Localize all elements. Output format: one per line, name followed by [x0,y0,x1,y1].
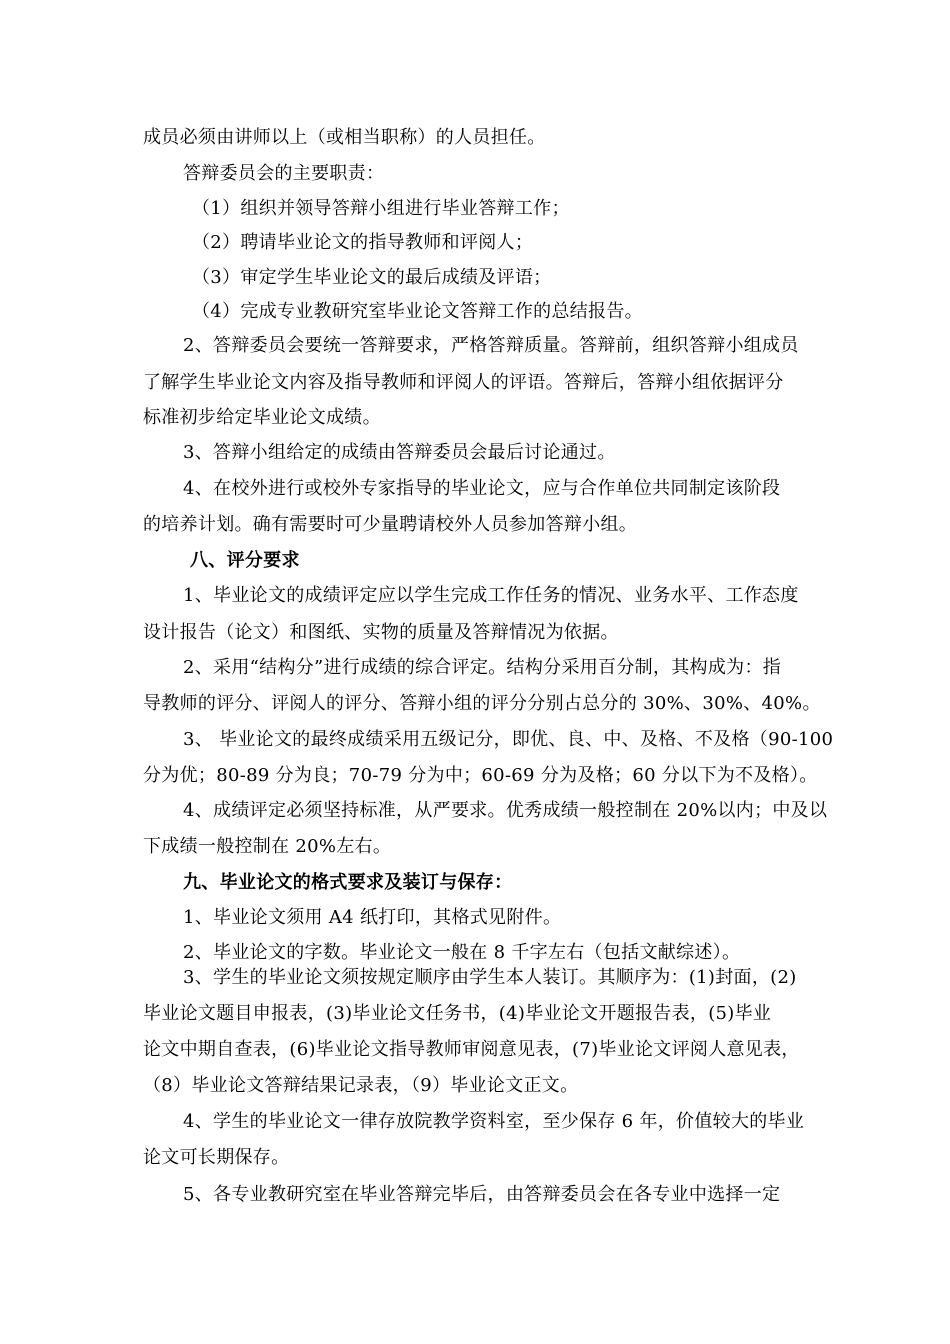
paragraph-line: 5、各专业教研究室在毕业答辩完毕后，由答辩委员会在各专业中选择一定 [183,1184,781,1205]
paragraph-line: 3、学生的毕业论文须按规定顺序由学生本人装订。其顺序为：(1)封面，(2) [183,967,797,988]
paragraph-line: （8）毕业论文答辩结果记录表，（9）毕业论文正文。 [143,1075,579,1096]
list-item: （3）审定学生毕业论文的最后成绩及评语； [192,267,552,288]
paragraph-line: 的培养计划。确有需要时可少量聘请校外人员参加答辩小组。 [143,514,638,535]
paragraph-line: 设计报告（论文）和图纸、实物的质量及答辩情况为依据。 [143,622,619,643]
paragraph-line: 导教师的评分、评阅人的评分、答辩小组的评分分别占总分的 30%、30%、40%。 [143,693,821,714]
list-item: （4）完成专业教研究室毕业论文答辩工作的总结报告。 [192,301,643,322]
paragraph-line: 了解学生毕业论文内容及指导教师和评阅人的评语。答辩后，答辩小组依据评分 [143,372,784,393]
paragraph-line: 答辩委员会的主要职责： [183,163,385,184]
paragraph-line: 论文可长期保存。 [143,1147,290,1168]
paragraph-line: 3、 毕业论文的最终成绩采用五级记分，即优、良、中、及格、不及格（90-100 [183,729,834,750]
paragraph-line: 4、成绩评定必须坚持标准，从严要求。优秀成绩一般控制在 20%以内；中及以 [183,800,828,821]
paragraph-line: 2、答辩委员会要统一答辩要求，严格答辩质量。答辩前，组织答辩小组成员 [183,335,799,356]
paragraph-line: 3、答辩小组给定的成绩由答辩委员会最后讨论通过。 [183,442,616,463]
paragraph-line: 1、毕业论文须用 A4 纸打印，其格式见附件。 [183,907,562,928]
paragraph-line: 2、毕业论文的字数。毕业论文一般在 8 千字左右（包括文献综述）。 [183,942,741,963]
paragraph-line: 毕业论文题目申报表，(3)毕业论文任务书，(4)毕业论文开题报告表，(5)毕业 [143,1003,772,1024]
paragraph-line: 4、在校外进行或校外专家指导的毕业论文，应与合作单位共同制定该阶段 [183,478,781,499]
section-heading: 九、毕业论文的格式要求及装订与保存： [183,872,513,893]
paragraph-line: 论文中期自查表，(6)毕业论文指导教师审阅意见表，(7)毕业论文评阅人意见表， [143,1039,800,1060]
paragraph-line: 4、学生的毕业论文一律存放院教学资料室，至少保存 6 年，价值较大的毕业 [183,1111,805,1132]
paragraph-line: 2、采用“结构分”进行成绩的综合评定。结构分采用百分制，其构成为：指 [183,657,782,678]
paragraph-line: 下成绩一般控制在 20%左右。 [143,836,392,857]
paragraph-line: 分为优；80-89 分为良；70-79 分为中；60-69 分为及格；60 分以下为不及格）。 [143,765,818,786]
paragraph-line: 成员必须由讲师以上（或相当职称）的人员担任。 [143,127,546,148]
paragraph-line: 1、毕业论文的成绩评定应以学生完成工作任务的情况、业务水平、工作态度 [183,585,799,606]
section-heading: 八、评分要求 [190,550,300,571]
list-item: （1）组织并领导答辩小组进行毕业答辩工作； [192,198,570,219]
paragraph-line: 标准初步给定毕业论文成绩。 [143,407,381,428]
list-item: （2）聘请毕业论文的指导教师和评阅人； [192,232,534,253]
